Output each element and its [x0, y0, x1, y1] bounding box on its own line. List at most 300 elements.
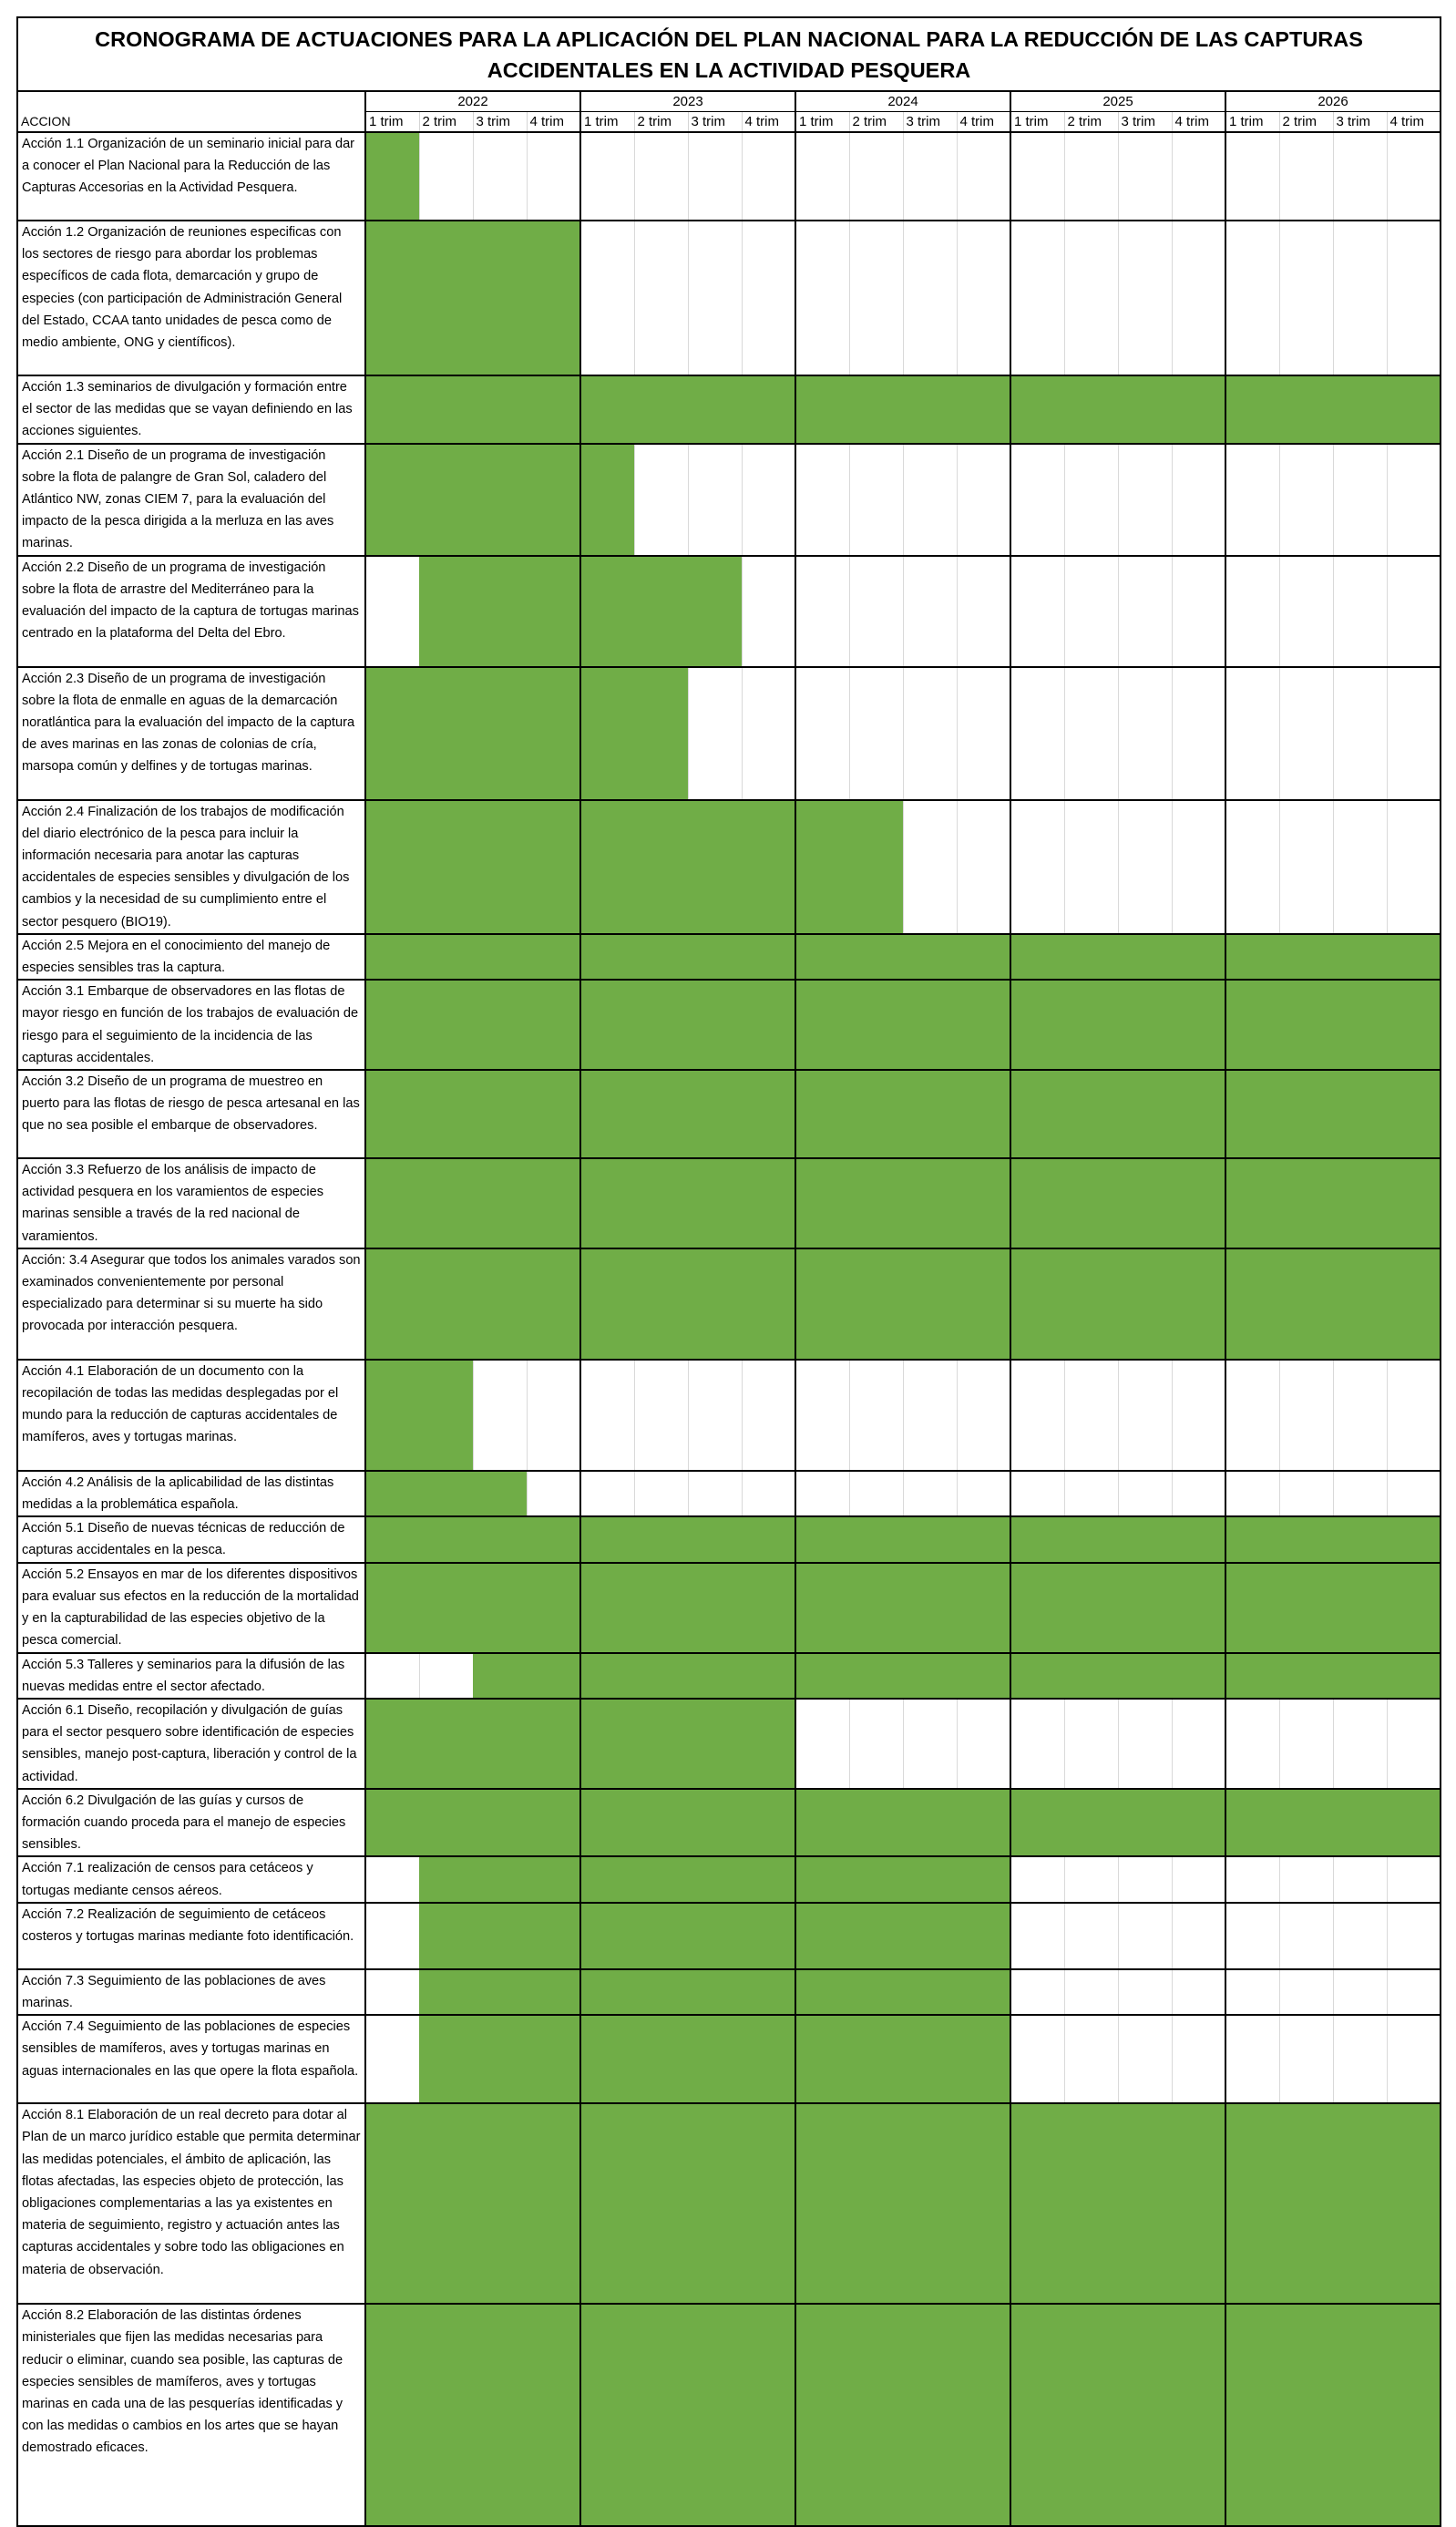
active-period-cell — [1118, 375, 1172, 444]
empty-period-cell — [1118, 132, 1172, 221]
empty-period-cell — [1064, 800, 1118, 934]
quarter-header-2025-q4: 4 trim — [1172, 112, 1225, 133]
empty-period-cell — [1333, 1903, 1387, 1969]
active-period-cell — [849, 1248, 903, 1360]
active-period-cell — [1387, 1248, 1441, 1360]
action-row — [17, 1699, 1441, 1789]
empty-period-cell — [580, 1360, 634, 1471]
empty-period-cell — [1118, 556, 1172, 667]
active-period-cell — [473, 1969, 527, 2015]
empty-period-cell — [1064, 132, 1118, 221]
empty-period-cell — [1387, 800, 1441, 934]
active-period-cell — [419, 1360, 473, 1471]
empty-period-cell — [1333, 2015, 1387, 2103]
active-period-cell — [580, 980, 634, 1070]
empty-period-cell — [1172, 444, 1225, 556]
active-period-cell — [742, 1969, 795, 2015]
quarter-header-2026-q1: 1 trim — [1225, 112, 1279, 133]
empty-period-cell — [1333, 800, 1387, 934]
empty-period-cell — [365, 1903, 419, 1969]
active-period-cell — [688, 1789, 742, 1857]
empty-period-cell — [1387, 444, 1441, 556]
action-label: Acción 2.5 Mejora en el conocimiento del manejo de especies sensibles tras la captura. — [17, 934, 365, 980]
empty-period-cell — [1118, 800, 1172, 934]
active-period-cell — [1118, 2103, 1172, 2304]
active-period-cell — [1387, 1563, 1441, 1653]
active-period-cell — [849, 375, 903, 444]
active-period-cell — [419, 934, 473, 980]
action-label: Acción 7.2 Realización de seguimiento de cetáceos costeros y tortugas marinas mediante foto identificación. — [17, 1903, 365, 1969]
empty-period-cell — [1387, 667, 1441, 800]
empty-period-cell — [903, 1471, 957, 1516]
active-period-cell — [1172, 1653, 1225, 1699]
active-period-cell — [1172, 375, 1225, 444]
empty-period-cell — [1010, 444, 1064, 556]
empty-period-cell — [1387, 2015, 1441, 2103]
year-header-2022: 2022 — [365, 91, 580, 112]
active-period-cell — [419, 1699, 473, 1789]
active-period-cell — [849, 1516, 903, 1562]
empty-period-cell — [1172, 800, 1225, 934]
active-period-cell — [473, 1248, 527, 1360]
empty-period-cell — [1172, 132, 1225, 221]
empty-period-cell — [957, 1699, 1010, 1789]
active-period-cell — [1387, 1070, 1441, 1158]
active-period-cell — [1333, 2304, 1387, 2526]
year-header-2025: 2025 — [1010, 91, 1225, 112]
active-period-cell — [419, 1471, 473, 1516]
action-row — [17, 2103, 1441, 2304]
active-period-cell — [365, 1248, 419, 1360]
active-period-cell — [473, 934, 527, 980]
empty-period-cell — [742, 221, 795, 375]
active-period-cell — [580, 2304, 634, 2526]
active-period-cell — [1064, 2103, 1118, 2304]
active-period-cell — [527, 1969, 580, 2015]
active-period-cell — [1225, 1248, 1279, 1360]
empty-period-cell — [1225, 1699, 1279, 1789]
active-period-cell — [580, 444, 634, 556]
year-header-2024: 2024 — [795, 91, 1010, 112]
empty-period-cell — [1279, 1856, 1333, 1902]
active-period-cell — [1172, 1070, 1225, 1158]
empty-period-cell — [1225, 1856, 1279, 1902]
empty-period-cell — [1064, 221, 1118, 375]
empty-period-cell — [849, 1699, 903, 1789]
year-header-2026: 2026 — [1225, 91, 1441, 112]
empty-period-cell — [1010, 1903, 1064, 1969]
empty-period-cell — [1225, 1969, 1279, 2015]
active-period-cell — [957, 1158, 1010, 1248]
active-period-cell — [473, 1699, 527, 1789]
action-row — [17, 1856, 1441, 1902]
empty-period-cell — [1010, 556, 1064, 667]
empty-period-cell — [1064, 1969, 1118, 2015]
active-period-cell — [419, 667, 473, 800]
active-period-cell — [957, 1856, 1010, 1902]
active-period-cell — [742, 2015, 795, 2103]
active-period-cell — [1279, 980, 1333, 1070]
active-period-cell — [1225, 2304, 1279, 2526]
empty-period-cell — [1225, 556, 1279, 667]
empty-period-cell — [795, 1699, 849, 1789]
active-period-cell — [1010, 2103, 1064, 2304]
active-period-cell — [527, 1856, 580, 1902]
empty-period-cell — [1172, 1903, 1225, 1969]
active-period-cell — [742, 1653, 795, 1699]
active-period-cell — [903, 1563, 957, 1653]
empty-period-cell — [1172, 1969, 1225, 2015]
empty-period-cell — [1010, 221, 1064, 375]
action-row — [17, 2304, 1441, 2526]
active-period-cell — [580, 1856, 634, 1902]
active-period-cell — [688, 1699, 742, 1789]
empty-period-cell — [1387, 556, 1441, 667]
active-period-cell — [1279, 934, 1333, 980]
empty-period-cell — [849, 556, 903, 667]
active-period-cell — [1172, 2103, 1225, 2304]
active-period-cell — [903, 980, 957, 1070]
empty-period-cell — [1118, 444, 1172, 556]
active-period-cell — [1010, 375, 1064, 444]
quarter-header-2024-q1: 1 trim — [795, 112, 849, 133]
empty-period-cell — [1333, 1856, 1387, 1902]
empty-period-cell — [1118, 221, 1172, 375]
action-row — [17, 132, 1441, 221]
active-period-cell — [903, 1903, 957, 1969]
active-period-cell — [365, 221, 419, 375]
action-label: Acción 6.2 Divulgación de las guías y cursos de formación cuando proceda para el manejo de especies sensibles. — [17, 1789, 365, 1857]
active-period-cell — [1064, 1070, 1118, 1158]
empty-period-cell — [365, 1856, 419, 1902]
active-period-cell — [1333, 1563, 1387, 1653]
active-period-cell — [634, 980, 688, 1070]
action-label: Acción 7.4 Seguimiento de las poblaciones de especies sensibles de mamíferos, aves y tortugas marinas en aguas internacionales en las que opere la flota española. — [17, 2015, 365, 2103]
active-period-cell — [365, 375, 419, 444]
empty-period-cell — [1064, 2015, 1118, 2103]
active-period-cell — [580, 1070, 634, 1158]
active-period-cell — [1279, 1563, 1333, 1653]
active-period-cell — [903, 2103, 957, 2304]
empty-period-cell — [1387, 1471, 1441, 1516]
active-period-cell — [634, 1516, 688, 1562]
active-period-cell — [1118, 1158, 1172, 1248]
active-period-cell — [742, 2304, 795, 2526]
empty-period-cell — [688, 1360, 742, 1471]
active-period-cell — [688, 2103, 742, 2304]
active-period-cell — [527, 667, 580, 800]
empty-period-cell — [957, 800, 1010, 934]
empty-period-cell — [1172, 2015, 1225, 2103]
action-row — [17, 1248, 1441, 1360]
active-period-cell — [1387, 1653, 1441, 1699]
active-period-cell — [580, 1903, 634, 1969]
active-period-cell — [688, 1563, 742, 1653]
active-period-cell — [365, 1516, 419, 1562]
active-period-cell — [419, 444, 473, 556]
active-period-cell — [365, 1471, 419, 1516]
active-period-cell — [419, 1969, 473, 2015]
empty-period-cell — [473, 1360, 527, 1471]
action-label: Acción 4.1 Elaboración de un documento con la recopilación de todas las medidas desplegadas por el mundo para la reducción de capturas accidentales de mamíferos, aves y tortugas marinas. — [17, 1360, 365, 1471]
empty-period-cell — [795, 1360, 849, 1471]
empty-period-cell — [634, 1360, 688, 1471]
active-period-cell — [473, 1903, 527, 1969]
active-period-cell — [634, 1969, 688, 2015]
active-period-cell — [957, 2015, 1010, 2103]
active-period-cell — [365, 444, 419, 556]
active-period-cell — [795, 1563, 849, 1653]
active-period-cell — [1064, 1789, 1118, 1857]
active-period-cell — [1225, 1070, 1279, 1158]
active-period-cell — [1225, 375, 1279, 444]
active-period-cell — [1333, 980, 1387, 1070]
active-period-cell — [580, 2103, 634, 2304]
active-period-cell — [688, 375, 742, 444]
action-label: Acción 1.2 Organización de reuniones especificas con los sectores de riesgo para abordar los problemas específicos de cada flota, demarcación y grupo de especies (con participación de Administración General del Estado, CCAA tanto unidades de pesca como de medio ambiente, ONG y científicos). — [17, 221, 365, 375]
empty-period-cell — [1333, 132, 1387, 221]
empty-period-cell — [1064, 1360, 1118, 1471]
active-period-cell — [742, 1516, 795, 1562]
action-label: Acción 5.1 Diseño de nuevas técnicas de reducción de capturas accidentales en la pesca. — [17, 1516, 365, 1562]
empty-period-cell — [1118, 1699, 1172, 1789]
active-period-cell — [1010, 1070, 1064, 1158]
active-period-cell — [419, 556, 473, 667]
active-period-cell — [419, 2015, 473, 2103]
empty-period-cell — [1010, 1699, 1064, 1789]
action-column-header: ACCION — [17, 112, 365, 133]
empty-period-cell — [1064, 556, 1118, 667]
action-label: Acción 6.1 Diseño, recopilación y divulgación de guías para el sector pesquero sobre identificación de especies sensibles, manejo post-captura, liberación y control de la actividad. — [17, 1699, 365, 1789]
quarter-header-2022-q1: 1 trim — [365, 112, 419, 133]
active-period-cell — [1118, 1070, 1172, 1158]
active-period-cell — [1333, 1653, 1387, 1699]
empty-period-cell — [1225, 1471, 1279, 1516]
empty-period-cell — [1118, 1903, 1172, 1969]
active-period-cell — [1387, 2304, 1441, 2526]
active-period-cell — [1064, 375, 1118, 444]
action-label: Acción 7.1 realización de censos para cetáceos y tortugas mediante censos aéreos. — [17, 1856, 365, 1902]
active-period-cell — [419, 2103, 473, 2304]
active-period-cell — [795, 980, 849, 1070]
action-row — [17, 444, 1441, 556]
active-period-cell — [1333, 1158, 1387, 1248]
empty-period-cell — [1172, 221, 1225, 375]
active-period-cell — [1333, 1516, 1387, 1562]
empty-period-cell — [1010, 2015, 1064, 2103]
action-label: Acción 7.3 Seguimiento de las poblaciones de aves marinas. — [17, 1969, 365, 2015]
active-period-cell — [527, 2015, 580, 2103]
active-period-cell — [1172, 934, 1225, 980]
active-period-cell — [419, 2304, 473, 2526]
active-period-cell — [1225, 1563, 1279, 1653]
empty-period-cell — [1172, 667, 1225, 800]
active-period-cell — [849, 1856, 903, 1902]
empty-period-cell — [688, 221, 742, 375]
active-period-cell — [1010, 934, 1064, 980]
action-label: Acción 8.2 Elaboración de las distintas órdenes ministeriales que fijen las medidas necesarias para reducir o eliminar, cuando sea posible, las capturas de especies sensibles de mamíferos, aves y tortugas marinas en cada una de las pesquerías identificadas y con las medidas o cambios en los artes que se hayan demostrado eficaces. — [17, 2304, 365, 2526]
active-period-cell — [1010, 2304, 1064, 2526]
empty-period-cell — [1064, 444, 1118, 556]
active-period-cell — [473, 1471, 527, 1516]
active-period-cell — [903, 1856, 957, 1902]
active-period-cell — [957, 1070, 1010, 1158]
active-period-cell — [849, 2103, 903, 2304]
active-period-cell — [957, 2103, 1010, 2304]
empty-period-cell — [849, 444, 903, 556]
active-period-cell — [1010, 1158, 1064, 1248]
action-row — [17, 1789, 1441, 1857]
active-period-cell — [527, 1158, 580, 1248]
active-period-cell — [634, 1248, 688, 1360]
active-period-cell — [1333, 2103, 1387, 2304]
action-row — [17, 1070, 1441, 1158]
active-period-cell — [1225, 1789, 1279, 1857]
empty-period-cell — [1225, 1903, 1279, 1969]
active-period-cell — [419, 1789, 473, 1857]
active-period-cell — [365, 1158, 419, 1248]
empty-period-cell — [1279, 1903, 1333, 1969]
active-period-cell — [957, 980, 1010, 1070]
active-period-cell — [957, 1653, 1010, 1699]
empty-period-cell — [1279, 556, 1333, 667]
empty-period-cell — [1279, 1471, 1333, 1516]
empty-period-cell — [1118, 1471, 1172, 1516]
active-period-cell — [580, 1563, 634, 1653]
action-label: Acción 8.1 Elaboración de un real decreto para dotar al Plan de un marco jurídico estable que permita determinar las medidas potenciales, el ámbito de aplicación, las flotas afectadas, las especies objeto de protección, las obligaciones complementarias a las ya existentes en materia de seguimiento, registro y actuación antes las capturas accidentales y sobre todo las obligaciones en materia de observación. — [17, 2103, 365, 2304]
empty-period-cell — [1172, 1471, 1225, 1516]
empty-period-cell — [634, 444, 688, 556]
active-period-cell — [1387, 375, 1441, 444]
active-period-cell — [1279, 2304, 1333, 2526]
action-row — [17, 556, 1441, 667]
active-period-cell — [795, 1653, 849, 1699]
active-period-cell — [1279, 1070, 1333, 1158]
active-period-cell — [365, 1360, 419, 1471]
active-period-cell — [849, 1653, 903, 1699]
active-period-cell — [634, 1158, 688, 1248]
active-period-cell — [580, 1158, 634, 1248]
action-row — [17, 1903, 1441, 1969]
active-period-cell — [957, 1789, 1010, 1857]
active-period-cell — [742, 1070, 795, 1158]
active-period-cell — [688, 934, 742, 980]
empty-period-cell — [1279, 132, 1333, 221]
action-label: Acción 1.1 Organización de un seminario inicial para dar a conocer el Plan Nacional para la Reducción de las Capturas Accesorias en la Actividad Pesquera. — [17, 132, 365, 221]
active-period-cell — [903, 1158, 957, 1248]
active-period-cell — [580, 1516, 634, 1562]
empty-period-cell — [1118, 2015, 1172, 2103]
active-period-cell — [1118, 1516, 1172, 1562]
active-period-cell — [473, 1070, 527, 1158]
active-period-cell — [527, 1516, 580, 1562]
empty-period-cell — [1333, 1471, 1387, 1516]
action-label: Acción 3.2 Diseño de un programa de muestreo en puerto para las flotas de riesgo de pesca artesanal en las que no sea posible el embarque de observadores. — [17, 1070, 365, 1158]
empty-period-cell — [634, 221, 688, 375]
active-period-cell — [580, 934, 634, 980]
active-period-cell — [1118, 1653, 1172, 1699]
active-period-cell — [1172, 1158, 1225, 1248]
active-period-cell — [903, 1653, 957, 1699]
empty-period-cell — [580, 221, 634, 375]
active-period-cell — [1064, 2304, 1118, 2526]
empty-period-cell — [1279, 667, 1333, 800]
active-period-cell — [957, 1248, 1010, 1360]
action-label: Acción: 3.4 Asegurar que todos los animales varados son examinados convenientemente por personal especializado para determinar si su muerte ha sido provocada por interacción pesquera. — [17, 1248, 365, 1360]
active-period-cell — [1225, 2103, 1279, 2304]
active-period-cell — [580, 1248, 634, 1360]
active-period-cell — [527, 1070, 580, 1158]
active-period-cell — [1172, 980, 1225, 1070]
active-period-cell — [1118, 1248, 1172, 1360]
active-period-cell — [473, 221, 527, 375]
active-period-cell — [742, 1699, 795, 1789]
action-row — [17, 1158, 1441, 1248]
empty-period-cell — [849, 667, 903, 800]
empty-period-cell — [1279, 1699, 1333, 1789]
empty-period-cell — [903, 800, 957, 934]
active-period-cell — [527, 1563, 580, 1653]
active-period-cell — [1010, 1516, 1064, 1562]
action-label: Acción 5.2 Ensayos en mar de los diferentes dispositivos para evaluar sus efectos en la reducción de la mortalidad y en la capturabilidad de las especies objetivo de la pesca comercial. — [17, 1563, 365, 1653]
active-period-cell — [903, 1516, 957, 1562]
active-period-cell — [527, 2304, 580, 2526]
year-header-row — [17, 91, 1441, 112]
action-label: Acción 3.3 Refuerzo de los análisis de impacto de actividad pesquera en los varamientos de especies marinas sensible a través de la red nacional de varamientos. — [17, 1158, 365, 1248]
active-period-cell — [580, 1699, 634, 1789]
active-period-cell — [742, 1158, 795, 1248]
active-period-cell — [1172, 1248, 1225, 1360]
active-period-cell — [795, 1070, 849, 1158]
empty-period-cell — [1333, 556, 1387, 667]
empty-period-cell — [1064, 1699, 1118, 1789]
active-period-cell — [903, 934, 957, 980]
active-period-cell — [1010, 1248, 1064, 1360]
empty-period-cell — [688, 444, 742, 556]
active-period-cell — [1279, 2103, 1333, 2304]
empty-period-cell — [1064, 667, 1118, 800]
active-period-cell — [365, 934, 419, 980]
empty-period-cell — [1172, 1856, 1225, 1902]
active-period-cell — [365, 800, 419, 934]
empty-period-cell — [1118, 1856, 1172, 1902]
action-label: Acción 2.3 Diseño de un programa de investigación sobre la flota de enmalle en aguas de la demarcación noratlántica para la evaluación del impacto de la captura de aves marinas en las zonas de colonias de cría, marsopa común y delfines y de tortugas marinas. — [17, 667, 365, 800]
action-label: Acción 2.4 Finalización de los trabajos de modificación del diario electrónico de la pesca para incluir la información necesaria para anotar las capturas accidentales de especies sensibles y divulgación de los cambios y la necesidad de su cumplimiento entre el sector pesquero (BIO19). — [17, 800, 365, 934]
active-period-cell — [419, 1903, 473, 1969]
active-period-cell — [419, 1158, 473, 1248]
empty-period-cell — [1387, 1699, 1441, 1789]
active-period-cell — [742, 2103, 795, 2304]
action-row — [17, 1563, 1441, 1653]
active-period-cell — [527, 444, 580, 556]
empty-period-cell — [527, 132, 580, 221]
active-period-cell — [1172, 1789, 1225, 1857]
empty-period-cell — [849, 1360, 903, 1471]
empty-period-cell — [742, 556, 795, 667]
quarter-header-2025-q1: 1 trim — [1010, 112, 1064, 133]
active-period-cell — [1064, 934, 1118, 980]
empty-period-cell — [742, 1360, 795, 1471]
active-period-cell — [688, 1903, 742, 1969]
schedule-table — [16, 16, 1441, 2527]
active-period-cell — [527, 1653, 580, 1699]
active-period-cell — [688, 1516, 742, 1562]
active-period-cell — [1279, 1158, 1333, 1248]
active-period-cell — [473, 980, 527, 1070]
action-label: Acción 5.3 Talleres y seminarios para la difusión de las nuevas medidas entre el sector afectado. — [17, 1653, 365, 1699]
quarter-header-2026-q2: 2 trim — [1279, 112, 1333, 133]
active-period-cell — [473, 444, 527, 556]
